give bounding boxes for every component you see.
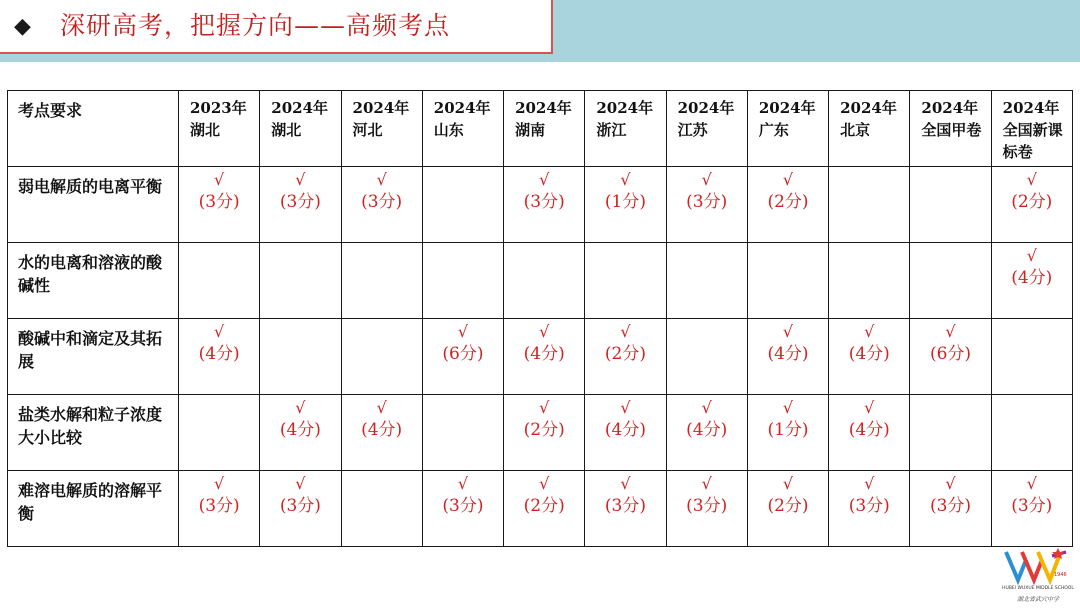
table-cell xyxy=(829,243,910,319)
table-row xyxy=(8,319,1073,395)
check-mark: √ xyxy=(864,474,875,493)
column-header: 2023年 湖北 xyxy=(179,91,260,167)
check-mark: √ xyxy=(864,398,875,417)
table-cell xyxy=(747,167,828,243)
score-value: (2分) xyxy=(523,496,565,516)
table-cell xyxy=(260,243,341,319)
score-value: (3分) xyxy=(198,496,240,516)
column-header: 2024年 河北 xyxy=(341,91,422,167)
score-value: (4分) xyxy=(1011,268,1053,288)
column-header: 2024年 北京 xyxy=(829,91,910,167)
table-cell xyxy=(260,167,341,243)
table-cell xyxy=(341,243,422,319)
table-row xyxy=(8,243,1073,319)
score-value: (2分) xyxy=(767,192,809,212)
column-header: 2024年 全国甲卷 xyxy=(910,91,991,167)
table-cell xyxy=(179,167,260,243)
table-cell xyxy=(829,319,910,395)
score-value: (6分) xyxy=(442,344,484,364)
school-logo xyxy=(996,546,1080,606)
score-value: (3分) xyxy=(929,496,972,516)
check-mark: √ xyxy=(457,474,469,493)
table-cell xyxy=(341,319,422,395)
table-cell xyxy=(829,471,910,547)
check-mark: √ xyxy=(701,170,712,189)
score-value: (4分) xyxy=(361,420,403,440)
score-value: (4分) xyxy=(279,420,321,440)
check-mark: √ xyxy=(864,322,875,341)
check-mark: √ xyxy=(782,170,794,189)
logo-year: 1946 xyxy=(1054,572,1067,578)
table-cell xyxy=(179,395,260,471)
exam-topic-table xyxy=(7,90,1073,547)
column-header: 2024年 山东 xyxy=(422,91,503,167)
score-value: (3分) xyxy=(279,496,321,516)
table-cell xyxy=(179,243,260,319)
check-mark: √ xyxy=(620,398,631,417)
check-mark: √ xyxy=(539,398,550,417)
table-cell xyxy=(666,243,747,319)
logo-english-name: HUBEI WUXUE MIDDLE SCHOOL xyxy=(1002,586,1074,591)
check-mark: √ xyxy=(620,322,631,341)
table-cell xyxy=(747,243,828,319)
topic-label: 酸碱中和滴定及其拓展 xyxy=(8,319,179,395)
table-cell xyxy=(991,167,1072,243)
table-row xyxy=(8,471,1073,547)
score-value: (3分) xyxy=(442,496,484,516)
table-cell xyxy=(422,395,503,471)
check-mark: √ xyxy=(214,170,225,189)
table-cell xyxy=(179,319,260,395)
column-header: 2024年 湖南 xyxy=(504,91,585,167)
check-mark: √ xyxy=(1026,474,1037,493)
score-value: (4分) xyxy=(198,344,240,364)
score-value: (3分) xyxy=(1011,496,1053,516)
check-mark: √ xyxy=(701,474,712,493)
table-cell xyxy=(829,395,910,471)
logo-chinese-name: 湖北省武穴中学 xyxy=(1016,596,1059,603)
table-cell xyxy=(747,471,828,547)
table-cell xyxy=(747,395,828,471)
table-cell xyxy=(504,395,585,471)
check-mark: √ xyxy=(295,170,306,189)
table-cell xyxy=(422,167,503,243)
check-mark: √ xyxy=(539,170,550,189)
table-row xyxy=(8,167,1073,243)
table-cell xyxy=(504,243,585,319)
table-cell xyxy=(991,471,1072,547)
table-cell xyxy=(504,167,585,243)
score-value: (2分) xyxy=(1011,192,1053,212)
score-value: (1分) xyxy=(604,192,646,212)
table-cell xyxy=(747,319,828,395)
table-cell xyxy=(910,243,991,319)
topic-label: 水的电离和溶液的酸碱性 xyxy=(8,243,179,319)
table-cell xyxy=(504,471,585,547)
table-cell xyxy=(666,471,747,547)
score-value: (4分) xyxy=(767,344,809,364)
score-value: (3分) xyxy=(848,496,890,516)
topic-label: 难溶电解质的溶解平衡 xyxy=(8,471,179,547)
table-cell xyxy=(260,395,341,471)
column-header: 2024年 浙江 xyxy=(585,91,666,167)
score-value: (3分) xyxy=(361,192,403,212)
check-mark: √ xyxy=(782,398,794,417)
check-mark: √ xyxy=(376,398,387,417)
score-value: (3分) xyxy=(198,192,240,212)
table-cell xyxy=(585,395,666,471)
check-mark: √ xyxy=(782,474,794,493)
check-mark: √ xyxy=(1026,170,1037,189)
slide-title: 深研高考，把握方向——高频考点 xyxy=(60,11,451,40)
score-value: (1分) xyxy=(767,420,809,440)
check-mark: √ xyxy=(945,322,956,341)
table-cell xyxy=(422,243,503,319)
check-mark: √ xyxy=(295,398,306,417)
check-mark: √ xyxy=(214,474,225,493)
check-mark: √ xyxy=(214,322,225,341)
column-header: 2024年 广东 xyxy=(747,91,828,167)
score-value: (4分) xyxy=(848,420,890,440)
score-value: (3分) xyxy=(523,192,565,212)
table-cell xyxy=(666,395,747,471)
score-value: (3分) xyxy=(604,496,646,516)
score-value: (2分) xyxy=(604,344,646,364)
check-mark: √ xyxy=(945,474,956,493)
check-mark: √ xyxy=(701,398,712,417)
table-cell xyxy=(260,319,341,395)
table-cell xyxy=(585,167,666,243)
table-cell xyxy=(260,471,341,547)
table-cell xyxy=(585,471,666,547)
score-value: (6分) xyxy=(929,344,972,364)
column-header: 2024年 湖北 xyxy=(260,91,341,167)
table-cell xyxy=(422,471,503,547)
table-cell xyxy=(910,471,991,547)
table-cell xyxy=(341,167,422,243)
table-cell xyxy=(991,319,1072,395)
table-cell xyxy=(585,319,666,395)
score-value: (2分) xyxy=(523,420,565,440)
corner-header: 考点要求 xyxy=(8,91,179,167)
exam-topic-table-container xyxy=(7,90,1072,546)
check-mark: √ xyxy=(539,322,550,341)
column-header: 2024年 全国新课标卷 xyxy=(991,91,1072,167)
table-cell xyxy=(504,319,585,395)
check-mark: √ xyxy=(620,474,631,493)
table-row xyxy=(8,395,1073,471)
table-cell xyxy=(341,395,422,471)
topic-label: 弱电解质的电离平衡 xyxy=(8,167,179,243)
check-mark: √ xyxy=(1026,246,1037,265)
topic-label: 盐类水解和粒子浓度大小比较 xyxy=(8,395,179,471)
score-value: (2分) xyxy=(767,496,809,516)
check-mark: √ xyxy=(782,322,794,341)
table-cell xyxy=(179,471,260,547)
score-value: (4分) xyxy=(523,344,565,364)
check-mark: √ xyxy=(457,322,469,341)
score-value: (4分) xyxy=(848,344,890,364)
table-cell xyxy=(910,319,991,395)
title-box xyxy=(0,0,553,54)
table-cell xyxy=(666,167,747,243)
check-mark: √ xyxy=(620,170,631,189)
table-cell xyxy=(829,167,910,243)
score-value: (3分) xyxy=(686,192,728,212)
table-cell xyxy=(910,395,991,471)
table-cell xyxy=(910,167,991,243)
table-header-row xyxy=(8,91,1073,167)
score-value: (4分) xyxy=(604,420,646,440)
score-value: (3分) xyxy=(686,496,728,516)
table-cell xyxy=(422,319,503,395)
column-header: 2024年 江苏 xyxy=(666,91,747,167)
score-value: (3分) xyxy=(279,192,321,212)
school-emblem-icon xyxy=(996,546,1080,586)
table-cell xyxy=(585,243,666,319)
check-mark: √ xyxy=(376,170,387,189)
table-cell xyxy=(666,319,747,395)
check-mark: √ xyxy=(539,474,550,493)
score-value: (4分) xyxy=(686,420,728,440)
table-cell xyxy=(341,471,422,547)
table-cell xyxy=(991,243,1072,319)
table-cell xyxy=(991,395,1072,471)
diamond-bullet-icon: ◆ xyxy=(14,14,31,39)
check-mark: √ xyxy=(295,474,306,493)
